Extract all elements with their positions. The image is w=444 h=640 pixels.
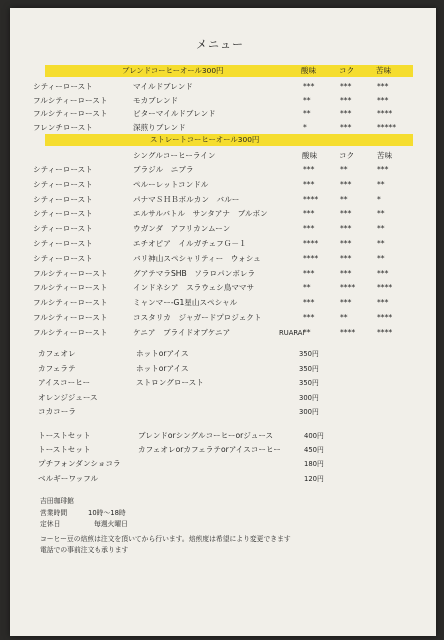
- roast-level: フレンチロースト: [33, 122, 93, 132]
- body-rating: ***: [340, 95, 352, 105]
- body-rating: ***: [340, 82, 352, 91]
- acidity-rating: **: [303, 283, 311, 293]
- roast-level: シティーロースト: [33, 224, 93, 234]
- bitterness-rating: ****: [377, 313, 393, 322]
- roast-level: シティーロースト: [33, 253, 93, 263]
- acidity-rating: ***: [303, 179, 315, 189]
- food-option: カフェオレorカフェラテorアイスコーヒー: [138, 445, 281, 455]
- bitterness-rating: ****: [377, 327, 393, 337]
- roast-level: フルシティーロースト: [33, 95, 108, 105]
- bitterness-rating: ***: [377, 95, 389, 105]
- roast-level: フルシティーロースト: [33, 313, 108, 322]
- single-line-label: シングルコーヒーライン: [133, 151, 216, 160]
- roast-level: フルシティーロースト: [33, 268, 108, 278]
- note-roasting: コーヒー豆の焙煎は注文を頂いてから行います。焙煎度は希望により変更できます: [40, 535, 291, 543]
- roast-level: フルシティーロースト: [33, 298, 108, 308]
- body-rating: **: [340, 313, 348, 322]
- drink-price: 300円: [299, 393, 319, 402]
- coffee-name: バリ神山スペシャリティー ウォシュ: [133, 253, 261, 263]
- food-price: 400円: [304, 432, 324, 440]
- body-rating: ***: [340, 209, 352, 219]
- food-name: プチフォンダンショコラ: [38, 459, 121, 469]
- acidity-rating: ***: [303, 298, 315, 308]
- hours-label: 営業時間: [40, 509, 68, 517]
- bitterness-rating: **: [377, 209, 385, 219]
- bitterness-rating: ***: [377, 165, 389, 174]
- coffee-name: エチオピア イルガチェフＧ－１: [133, 239, 247, 248]
- food-name: ベルギーワッフル: [38, 473, 99, 483]
- bitterness-rating: **: [377, 224, 385, 234]
- body-rating: ***: [340, 109, 352, 118]
- coffee-name: ビターマイルドブレンド: [133, 109, 216, 118]
- coffee-name: パナマＳＨＢボルカン バルー: [133, 194, 240, 204]
- body-rating: ***: [340, 224, 352, 234]
- coffee-name: ミャンマー-G1星山スペシャル: [133, 298, 238, 308]
- holiday-value: 毎週火曜日: [94, 520, 128, 528]
- coffee-name: インドネシア スラウェシ鳥ママサ: [133, 283, 255, 293]
- roast-level: シティーロースト: [33, 209, 93, 219]
- blend-banner-text: ブレンドコーヒーオール300円: [122, 66, 224, 75]
- blend-header-bitterness: 苦味: [376, 66, 392, 75]
- acidity-rating: **: [303, 109, 311, 118]
- straight-header-bitterness: 苦味: [377, 151, 393, 160]
- acidity-rating: ***: [303, 268, 315, 278]
- menu-sheet: [10, 8, 436, 636]
- acidity-rating: *: [303, 122, 307, 132]
- bitterness-rating: **: [377, 179, 385, 189]
- body-rating: ***: [340, 253, 352, 263]
- coffee-name: コスタリカ ジャガードプロジェクト: [133, 313, 262, 322]
- acidity-rating: ***: [303, 165, 315, 174]
- acidity-rating: ****: [303, 194, 319, 204]
- roast-level: シティーロースト: [33, 179, 93, 189]
- acidity-rating: ***: [303, 313, 315, 322]
- bitterness-rating: **: [377, 239, 385, 248]
- roast-level: シティーロースト: [33, 194, 93, 204]
- bitterness-rating: *****: [377, 122, 396, 132]
- drink-option: ホットorアイス: [136, 363, 189, 373]
- bitterness-rating: ****: [377, 283, 393, 293]
- body-rating: ***: [340, 179, 352, 189]
- coffee-name: ブラジル ニブラ: [133, 165, 194, 174]
- drink-name: カフェラテ: [38, 363, 76, 373]
- food-name: トーストセット: [38, 431, 91, 440]
- bitterness-rating: *: [377, 194, 381, 204]
- drink-name: オレンジジュース: [38, 392, 98, 402]
- acidity-rating: ****: [303, 239, 319, 248]
- drink-option: ストロングロースト: [136, 378, 204, 387]
- drink-name: カフェオレ: [38, 349, 76, 358]
- straight-header-body: コク: [339, 151, 355, 160]
- drink-price: 350円: [299, 350, 319, 358]
- body-rating: **: [340, 194, 348, 204]
- straight-header-acidity: 酸味: [302, 151, 318, 160]
- food-price: 180円: [304, 460, 324, 469]
- drink-price: 350円: [299, 379, 319, 387]
- roast-level: フルシティーロースト: [33, 327, 108, 337]
- holiday-label: 定休日: [40, 520, 61, 528]
- bitterness-rating: ***: [377, 298, 389, 308]
- bitterness-rating: ****: [377, 109, 393, 118]
- hours-value: 10時～18時: [88, 509, 126, 517]
- blend-banner-highlight: [45, 65, 413, 77]
- roast-level: シティーロースト: [33, 239, 93, 248]
- bitterness-rating: ***: [377, 268, 389, 278]
- acidity-rating: ****: [303, 253, 319, 263]
- drink-price: 300円: [299, 408, 319, 416]
- food-name: トーストセット: [38, 445, 91, 455]
- roast-level: フルシティーロースト: [33, 283, 108, 293]
- coffee-name: モカブレンド: [133, 95, 179, 105]
- straight-banner-text: ストレートコーヒーオール300円: [150, 135, 260, 144]
- roast-level: フルシティーロースト: [33, 109, 108, 118]
- food-option: ブレンドorシングルコーヒーorジュース: [138, 431, 274, 440]
- acidity-rating: **: [303, 327, 311, 337]
- drink-name: アイスコーヒー: [38, 378, 91, 387]
- food-price: 120円: [304, 474, 324, 483]
- coffee-name-note: RUARAI: [279, 328, 305, 337]
- drink-price: 350円: [299, 364, 319, 373]
- acidity-rating: ***: [303, 209, 315, 219]
- drink-name: コカコーラ: [38, 407, 76, 416]
- acidity-rating: **: [303, 95, 311, 105]
- coffee-name: ウガンダ アフリカンムーン: [133, 224, 231, 234]
- bitterness-rating: **: [377, 253, 385, 263]
- body-rating: **: [340, 165, 348, 174]
- drink-option: ホットorアイス: [136, 349, 189, 358]
- body-rating: ***: [340, 239, 352, 248]
- roast-level: シティーロースト: [33, 82, 93, 91]
- body-rating: ****: [340, 327, 356, 337]
- coffee-name: グアテマラSHB ソラロパンボレラ: [133, 268, 256, 278]
- blend-header-body: コク: [339, 66, 355, 75]
- body-rating: ***: [340, 298, 352, 308]
- coffee-name: ペルーレットコンドル: [133, 179, 209, 189]
- food-price: 450円: [304, 446, 324, 455]
- acidity-rating: ***: [303, 82, 315, 91]
- note-phone-order: 電話での事前注文も承ります: [40, 546, 129, 554]
- coffee-name: エルサルバトル サンタアナ ブルボン: [133, 209, 268, 219]
- menu-title: メニュー: [196, 38, 244, 51]
- blend-header-acidity: 酸味: [301, 66, 317, 75]
- bitterness-rating: ***: [377, 82, 389, 91]
- body-rating: ****: [340, 283, 356, 293]
- coffee-name: 深煎りブレンド: [133, 122, 186, 132]
- acidity-rating: ***: [303, 224, 315, 234]
- coffee-name: ケニア ブライドオブケニア: [133, 327, 231, 337]
- roast-level: シティーロースト: [33, 165, 93, 174]
- body-rating: ***: [340, 268, 352, 278]
- shop-name: 吉田珈琲館: [40, 497, 74, 505]
- body-rating: ***: [340, 122, 352, 132]
- coffee-name: マイルドブレンド: [133, 82, 193, 91]
